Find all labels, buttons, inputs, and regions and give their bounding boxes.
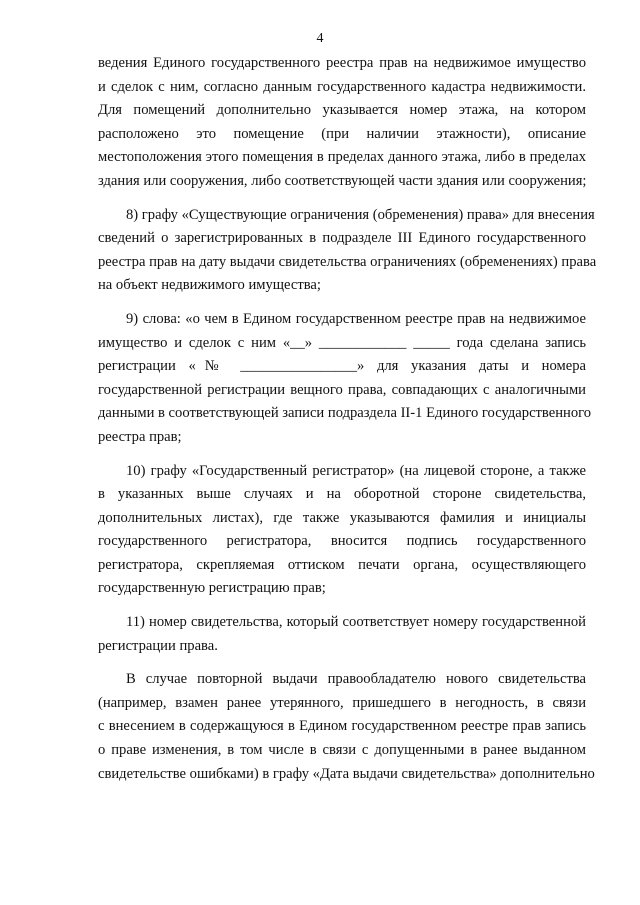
text-line: 10) графу «Государственный регистратор» (на лицевой стороне, а также xyxy=(126,462,586,479)
text-line: реестра прав; xyxy=(98,428,182,445)
text-line: местоположения этого помещения в пределах данного этажа, либо в пределах xyxy=(98,149,586,166)
text-line: расположено это помещение (при наличии этажности), описание xyxy=(98,125,586,142)
text-line: имущество и сделок с ним «__» ____________ _____ года сделана запись xyxy=(98,334,586,351)
text-line: реестра прав на дату выдачи свидетельства ограничениях (обременениях) права xyxy=(98,253,597,270)
text-line: ведения Единого государственного реестра прав на недвижимое имущество xyxy=(98,55,586,71)
paragraph-item-9 xyxy=(98,308,592,450)
text-line: (например, взамен ранее утерянного, пришедшего в негодность, в связи xyxy=(98,694,586,711)
page-number: 4 xyxy=(316,31,324,46)
text-line: 8) графу «Существующие ограничения (обременения) права» для внесения xyxy=(126,206,595,223)
text-line: 11) номер свидетельства, который соответствует номеру государственной xyxy=(126,614,586,631)
text-line: дополнительных листах), где также указываются фамилия и инициалы xyxy=(98,509,586,526)
text-line: государственную регистрацию прав; xyxy=(98,580,326,597)
text-line: данными в соответствующей записи подраздела II-1 Единого государственного xyxy=(98,405,592,422)
paragraph-item-10 xyxy=(98,460,586,602)
paragraph-continuation xyxy=(98,52,586,194)
text-line: 9) слова: «о чем в Едином государственном реестре прав на недвижимое xyxy=(126,310,586,327)
text-line: здания или сооружения, либо соответствующей части здания или сооружения; xyxy=(98,172,587,189)
paragraph-item-8 xyxy=(98,204,597,298)
text-line: в указанных выше случаях и на оборотной стороне свидетельства, xyxy=(98,486,586,503)
text-line: государственной регистрации вещного права, совпадающих с аналогичными xyxy=(98,381,586,398)
text-line: о праве изменения, в том числе в связи с допущенными в ранее выданном xyxy=(98,742,586,759)
text-line: на объект недвижимого имущества; xyxy=(98,277,321,294)
text-line: регистрации «№ ________________» для указания даты и номера xyxy=(98,358,586,375)
paragraph-item-11 xyxy=(98,611,586,658)
text-line: В случае повторной выдачи правообладателю нового свидетельства xyxy=(126,671,586,688)
text-line: сведений о зарегистрированных в подразделе III Единого государственного xyxy=(98,230,586,247)
text-line: регистрации права. xyxy=(98,637,218,654)
text-line: регистратора, скрепляемая оттиском печати органа, осуществляющего xyxy=(98,556,586,573)
document-body xyxy=(98,52,597,786)
text-line: свидетельстве ошибками) в графу «Дата выдачи свидетельства» дополнительно xyxy=(98,765,595,782)
text-line: Для помещений дополнительно указывается номер этажа, на котором xyxy=(98,102,586,119)
text-line: и сделок с ним, согласно данным государственного кадастра недвижимости. xyxy=(98,78,586,95)
text-line: с внесением в содержащуюся в Едином государственном реестре прав запись xyxy=(98,718,586,735)
paragraph-repeat-issuance xyxy=(98,668,595,786)
text-line: государственного регистратора, вносится подпись государственного xyxy=(98,533,586,550)
